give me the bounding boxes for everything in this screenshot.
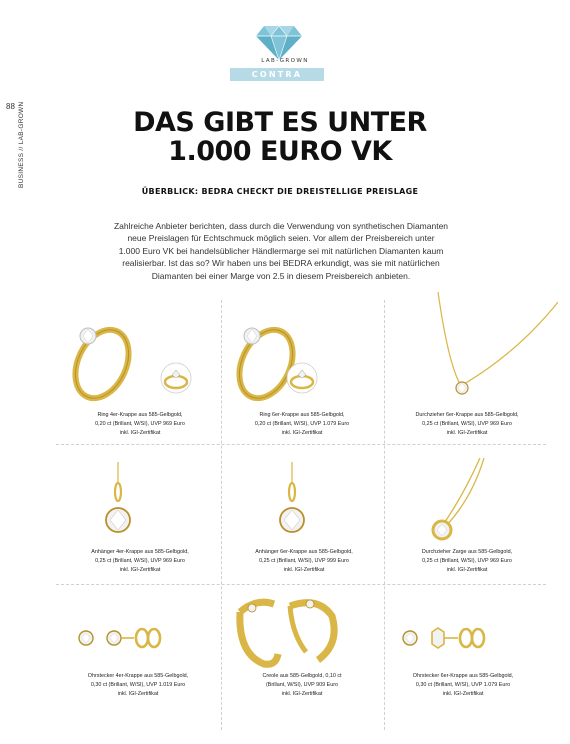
caption-line: inkl. IGI-Zertifikat xyxy=(117,691,159,697)
caption-line: inkl. IGI-Zertifikat xyxy=(442,691,484,697)
stud-earrings-icon xyxy=(72,624,172,654)
product-caption xyxy=(58,672,218,699)
caption-line: Ring 6er-Krappe aus 585-Gelbgold, xyxy=(259,412,345,418)
caption-line: 0,25 ct (Brillant, W/SI), UVP 969 Euro xyxy=(422,558,512,564)
pendant-icon xyxy=(270,462,314,542)
caption-line: Anhänger 6er-Krappe aus 585-Gelbgold, xyxy=(255,549,353,555)
solitaire-ring-icon xyxy=(66,306,146,406)
logo-caption: LAB-GROWN xyxy=(261,58,309,64)
product-card xyxy=(388,594,564,674)
product-card xyxy=(224,450,384,545)
caption-line: 0,25 ct (Brillant, W/SI), UVP 969 Euro xyxy=(95,558,185,564)
hoop-earrings-icon xyxy=(228,594,348,670)
caption-line: (Brillant, W/SI), UVP 909 Euro xyxy=(265,682,339,688)
grid-divider xyxy=(221,300,222,730)
product-caption xyxy=(60,548,220,575)
intro-paragraph xyxy=(96,220,466,282)
caption-line: 0,30 ct (Brillant, W/SI), UVP 1.079 Euro xyxy=(415,682,511,688)
grid-divider xyxy=(384,300,385,730)
product-caption xyxy=(224,548,384,575)
caption-line: inkl. IGI-Zertifikat xyxy=(446,567,488,573)
product-card xyxy=(388,450,564,545)
caption-line: inkl. IGI-Zertifikat xyxy=(281,430,323,436)
section-label: BUSINESS // LAB-GROWN xyxy=(18,102,25,189)
product-caption xyxy=(60,411,220,438)
caption-line: 0,20 ct (Brillant, W/SI), UVP 969 Euro xyxy=(95,421,185,427)
product-card xyxy=(60,594,220,674)
product-card xyxy=(224,592,384,674)
caption-line: inkl. IGI-Zertifikat xyxy=(446,430,488,436)
stud-earrings-icon xyxy=(392,622,512,654)
intro-line: Zahlreiche Anbieter berichten, dass durch die Verwendung von synthetischen Diamanten xyxy=(113,221,449,231)
intro-line: neue Preislagen für Echtschmuck möglich seien. Vor allem der Preisbereich unter xyxy=(127,233,435,244)
product-caption xyxy=(380,672,546,699)
caption-line: Anhänger 4er-Krappe aus 585-Gelbgold, xyxy=(91,549,189,555)
caption-line: Ohrstecker 4er-Krappe aus 585-Gelbgold, xyxy=(87,673,189,679)
page-number: 88 xyxy=(6,102,15,111)
product-caption xyxy=(222,672,382,699)
caption-line: inkl. IGI-Zertifikat xyxy=(119,567,161,573)
headline-line-2: 1.000 EURO VK xyxy=(168,136,392,167)
caption-line: 0,25 ct (Brillant, W/SI), UVP 969 Euro xyxy=(422,421,512,427)
bezel-necklace-icon xyxy=(412,458,522,546)
intro-line: realisierbar. Ist das so? Wir haben uns bei BEDRA erkundigt, was sie mit natürlichen xyxy=(122,258,440,269)
subheadline: ÜBERBLICK: BEDRA CHECKT DIE DREISTELLIGE PREISLAGE xyxy=(141,187,419,196)
product-caption xyxy=(384,411,550,438)
caption-line: inkl. IGI-Zertifikat xyxy=(119,430,161,436)
grid-divider xyxy=(56,584,546,585)
grid-divider xyxy=(56,444,546,445)
ring-side-view-icon xyxy=(286,362,318,394)
product-card xyxy=(60,450,220,545)
intro-line: Diamanten bei einer Marge von 2.5 in diesem Preisbereich anbieten. xyxy=(151,270,411,281)
caption-line: inkl. IGI-Zertifikat xyxy=(281,691,323,697)
caption-line: Creole aus 585-Gelbgold, 0,10 ct xyxy=(262,673,342,679)
product-caption xyxy=(384,548,550,575)
caption-line: Durchzieher Zarge aus 585-Gelbgold, xyxy=(421,549,513,555)
intro-line: 1.000 Euro VK bei handelsüblicher Händlermarge sei mit natürlichen Diamanten kaum xyxy=(118,245,444,256)
caption-line: 0,30 ct (Brillant, W/SI), UVP 1.019 Euro xyxy=(90,682,186,688)
headline xyxy=(80,108,480,166)
product-card xyxy=(388,292,564,412)
necklace-icon xyxy=(408,292,558,402)
pendant-icon xyxy=(96,462,140,542)
diamond-icon xyxy=(256,24,302,60)
caption-line: 0,25 ct (Brillant, W/SI), UVP 999 Euro xyxy=(259,558,349,564)
headline-line-1: DAS GIBT ES UNTER xyxy=(133,107,427,138)
product-caption xyxy=(222,411,382,438)
ring-side-view-icon xyxy=(160,362,192,394)
caption-line: inkl. IGI-Zertifikat xyxy=(283,567,325,573)
caption-line: 0,20 ct (Brillant, W/SI), UVP 1.079 Euro xyxy=(254,421,350,427)
caption-line: Ohrstecker 6er-Krappe aus 585-Gelbgold, xyxy=(412,673,514,679)
caption-line: Durchzieher 6er-Krappe aus 585-Gelbgold, xyxy=(415,412,519,418)
logo-badge: CONTRA xyxy=(230,68,324,81)
caption-line: Ring 4er-Krappe aus 585-Gelbgold, xyxy=(97,412,183,418)
